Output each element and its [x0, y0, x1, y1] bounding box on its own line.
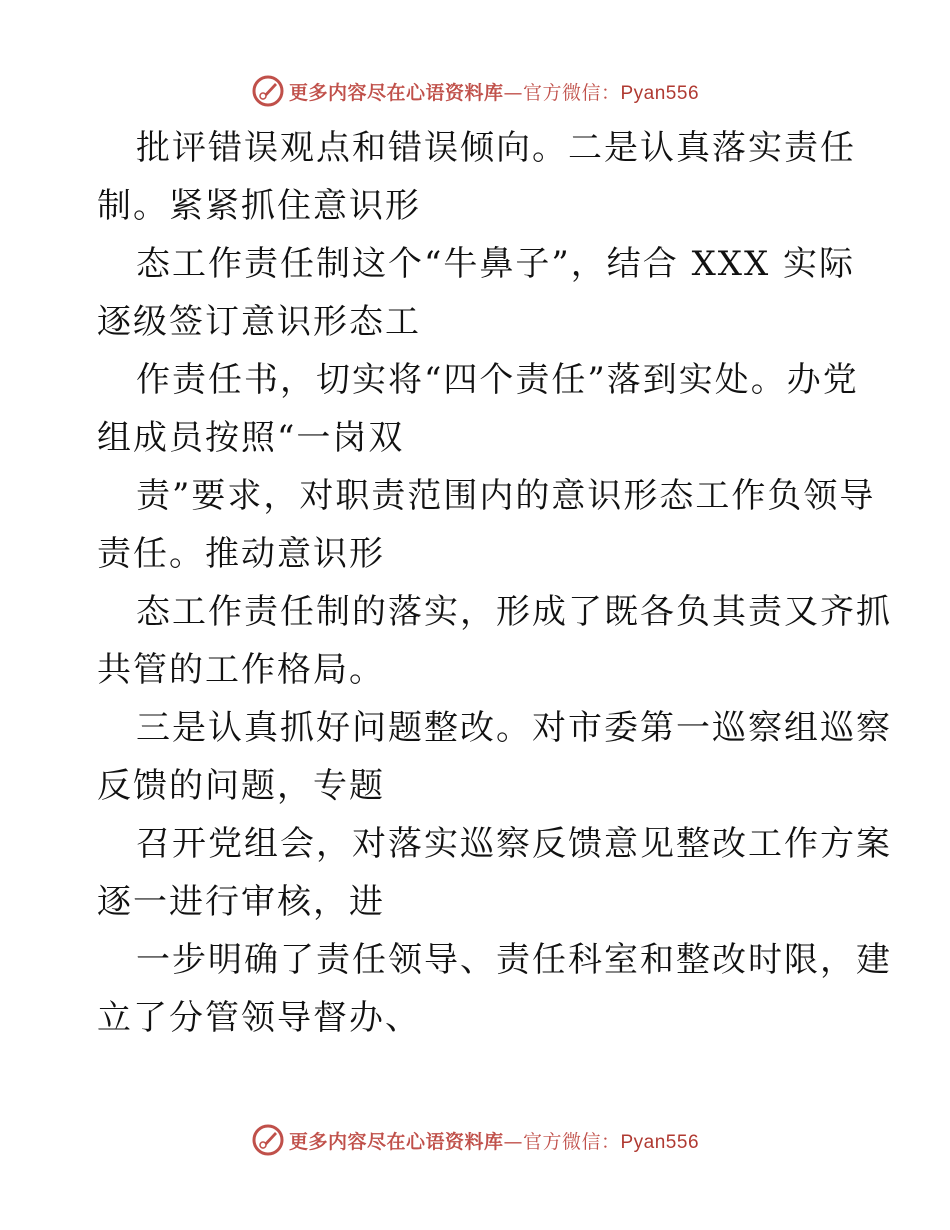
body-line: 召开党组会，对落实巡察反馈意见整改工作方案: [136, 824, 892, 864]
body-line: 一步明确了责任领导、责任科室和整改时限，建: [136, 940, 892, 980]
watermark-wechat-id: Pyan556: [620, 1131, 700, 1153]
body-line: 共管的工作格局。: [97, 650, 385, 690]
watermark-main: 更多内容尽在心语资料库: [288, 1130, 504, 1153]
body-line: 责任。推动意识形: [97, 534, 385, 574]
header-watermark: [0, 71, 950, 111]
body-line: 立了分管领导督办、: [97, 998, 421, 1038]
body-line: 态工作责任制这个“牛鼻子”，结合 XXX 实际: [136, 244, 855, 284]
body-line: 逐级签订意识形态工: [97, 302, 421, 342]
body-line: 逐一进行审核，进: [97, 882, 385, 922]
quill-seal-icon: [251, 1123, 285, 1157]
watermark-separator: —官方微信：: [503, 81, 621, 104]
body-line: 制。紧紧抓住意识形: [97, 186, 421, 226]
watermark-text: [289, 78, 699, 105]
watermark-separator: —官方微信：: [503, 1130, 621, 1153]
watermark-wechat-id: Pyan556: [620, 82, 700, 104]
watermark-main: 更多内容尽在心语资料库: [288, 81, 504, 104]
quill-seal-icon: [251, 74, 285, 108]
body-line: 责”要求，对职责范围内的意识形态工作负领导: [136, 476, 876, 516]
watermark-text: [289, 1127, 699, 1154]
body-line: 态工作责任制的落实，形成了既各负其责又齐抓: [136, 592, 892, 632]
body-line: 作责任书，切实将“四个责任”落到实处。办党: [136, 360, 859, 400]
body-line: 批评错误观点和错误倾向。二是认真落实责任: [136, 128, 856, 168]
body-line: 三是认真抓好问题整改。对市委第一巡察组巡察: [136, 708, 892, 748]
footer-watermark: [0, 1120, 950, 1160]
body-line: 反馈的问题，专题: [97, 766, 385, 806]
body-line: 组成员按照“一岗双: [97, 418, 405, 458]
